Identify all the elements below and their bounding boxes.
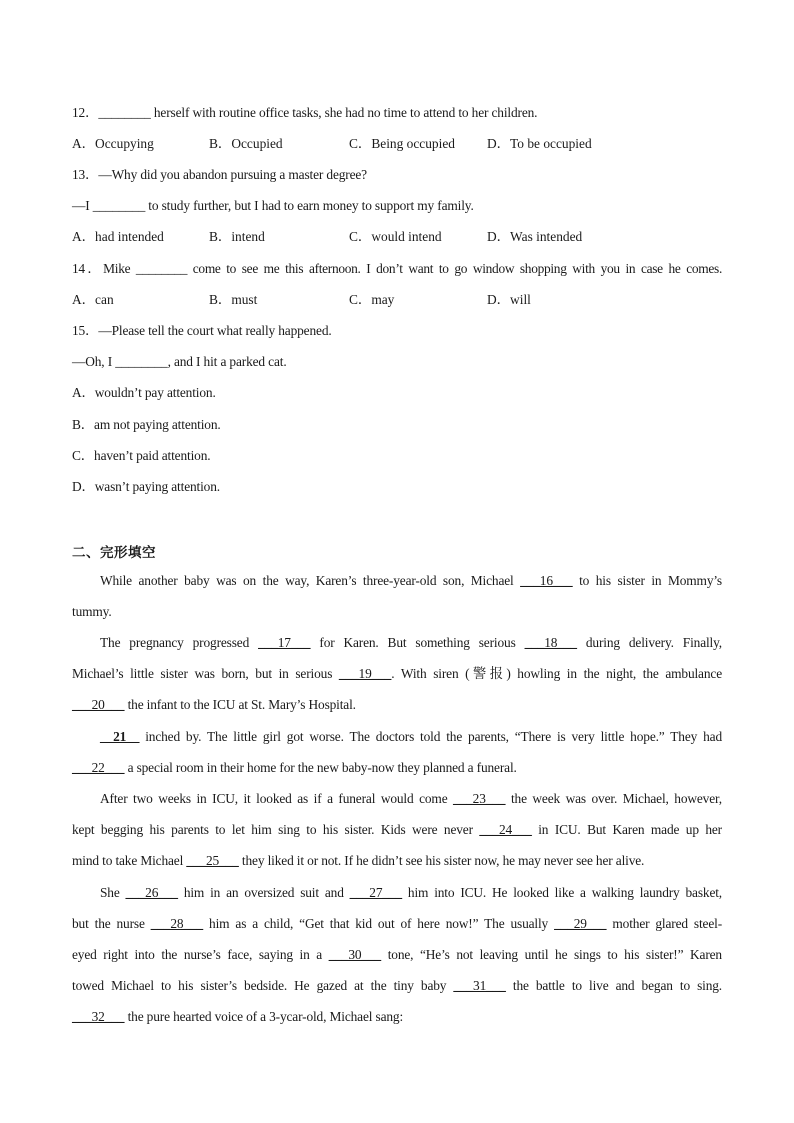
- q13-option-c: C．would intend: [349, 229, 442, 244]
- passage-line: The pregnancy progressed ___17___ for Karen. But something serious ___18___ during delivery. Finally,: [100, 635, 722, 650]
- passage-line: kept begging his parents to let him sing to his sister. Kids were never ___24___ in ICU. But Karen made up her: [72, 822, 722, 837]
- blank-21: __21__: [100, 729, 140, 744]
- q15-option-c: C．haven’t paid attention.: [72, 448, 211, 463]
- q13-option-d: D．Was intended: [487, 229, 583, 244]
- passage-line: mind to take Michael ___25___ they liked it or not. If he didn’t see his sister now, he may never see her alive.: [72, 853, 645, 868]
- question-14-stem: 14．Mike ________ come to see me this afternoon. I don’t want to go window shopping with you in case he comes.: [72, 261, 722, 276]
- q13-option-a: A．had intended: [72, 229, 164, 244]
- q14-option-a: A．can: [72, 292, 114, 307]
- passage-line: Michael’s little sister was born, but in serious ___19___. With siren (警报) howling in the night, the ambulance: [72, 666, 722, 681]
- blank-27: ___27___: [349, 885, 403, 900]
- q14-option-d: D．will: [487, 292, 531, 307]
- q12-option-b: B．Occupied: [209, 136, 283, 151]
- section-heading: 二、完形填空: [72, 545, 156, 561]
- blank-29: ___29___: [554, 916, 607, 931]
- q13-option-b: B．intend: [209, 229, 265, 244]
- passage-line: but the nurse ___28___ him as a child, “Get that kid out of here now!” The usually ___29___ mother glared steel-: [72, 916, 723, 931]
- passage-line: ___20___ the infant to the ICU at St. Mary’s Hospital.: [72, 697, 356, 712]
- passage-line: towed Michael to his sister’s bedside. He gazed at the tiny baby ___31___ the battle to live and began to sing.: [72, 978, 722, 993]
- passage-line: __21__ inched by. The little girl got worse. The doctors told the parents, “There is very little hope.” They had: [100, 729, 722, 744]
- question-13-stem: 13．—Why did you abandon pursuing a master degree?: [72, 167, 367, 182]
- passage-line: After two weeks in ICU, it looked as if a funeral would come ___23___ the week was over. Michael, however,: [100, 791, 722, 806]
- question-13-response: —I ________ to study further, but I had to earn money to support my family.: [72, 198, 474, 213]
- blank-26: ___26___: [125, 885, 178, 900]
- blank-19: ___19___: [338, 666, 392, 681]
- q12-option-c: C．Being occupied: [349, 136, 455, 151]
- blank-20: ___20___: [72, 697, 125, 712]
- blank-30: ___30___: [328, 947, 382, 962]
- question-15-stem: 15．—Please tell the court what really happened.: [72, 323, 332, 338]
- question-15-response: —Oh, I ________, and I hit a parked cat.: [72, 354, 287, 369]
- blank-31: ___31___: [453, 978, 506, 993]
- q12-option-a: A．Occupying: [72, 136, 154, 151]
- blank-25: ___25___: [186, 853, 239, 868]
- blank-22: ___22___: [72, 760, 125, 775]
- passage-line: tummy.: [72, 604, 112, 619]
- q15-option-a: A．wouldn’t pay attention.: [72, 385, 216, 400]
- q14-option-c: C．may: [349, 292, 395, 307]
- question-12-stem: 12．________ herself with routine office tasks, she had no time to attend to her children.: [72, 105, 538, 120]
- blank-24: ___24___: [479, 822, 532, 837]
- q15-option-b: B．am not paying attention.: [72, 417, 221, 432]
- blank-32: ___32___: [72, 1009, 125, 1024]
- passage-line: ___32___ the pure hearted voice of a 3-ycar-old, Michael sang:: [72, 1009, 404, 1024]
- blank-23: ___23___: [453, 791, 506, 806]
- blank-16: ___16___: [520, 573, 573, 588]
- blank-28: ___28___: [150, 916, 204, 931]
- blank-17: ___17___: [258, 635, 311, 650]
- passage-line: She ___26___ him in an oversized suit and ___27___ him into ICU. He looked like a walking laundry basket,: [100, 885, 723, 900]
- passage-line: While another baby was on the way, Karen’s three-year-old son, Michael ___16___ to his sister in Mommy’s: [100, 573, 722, 588]
- blank-18: ___18___: [524, 635, 577, 650]
- q12-option-d: D．To be occupied: [487, 136, 592, 151]
- q14-option-b: B．must: [209, 292, 258, 307]
- passage-line: ___22___ a special room in their home for the new baby-now they planned a funeral.: [72, 760, 517, 775]
- passage-line: eyed right into the nurse’s face, saying in a ___30___ tone, “He’s not leaving until he sings to his sister!” Karen: [72, 947, 722, 962]
- q15-option-d: D．wasn’t paying attention.: [72, 479, 220, 494]
